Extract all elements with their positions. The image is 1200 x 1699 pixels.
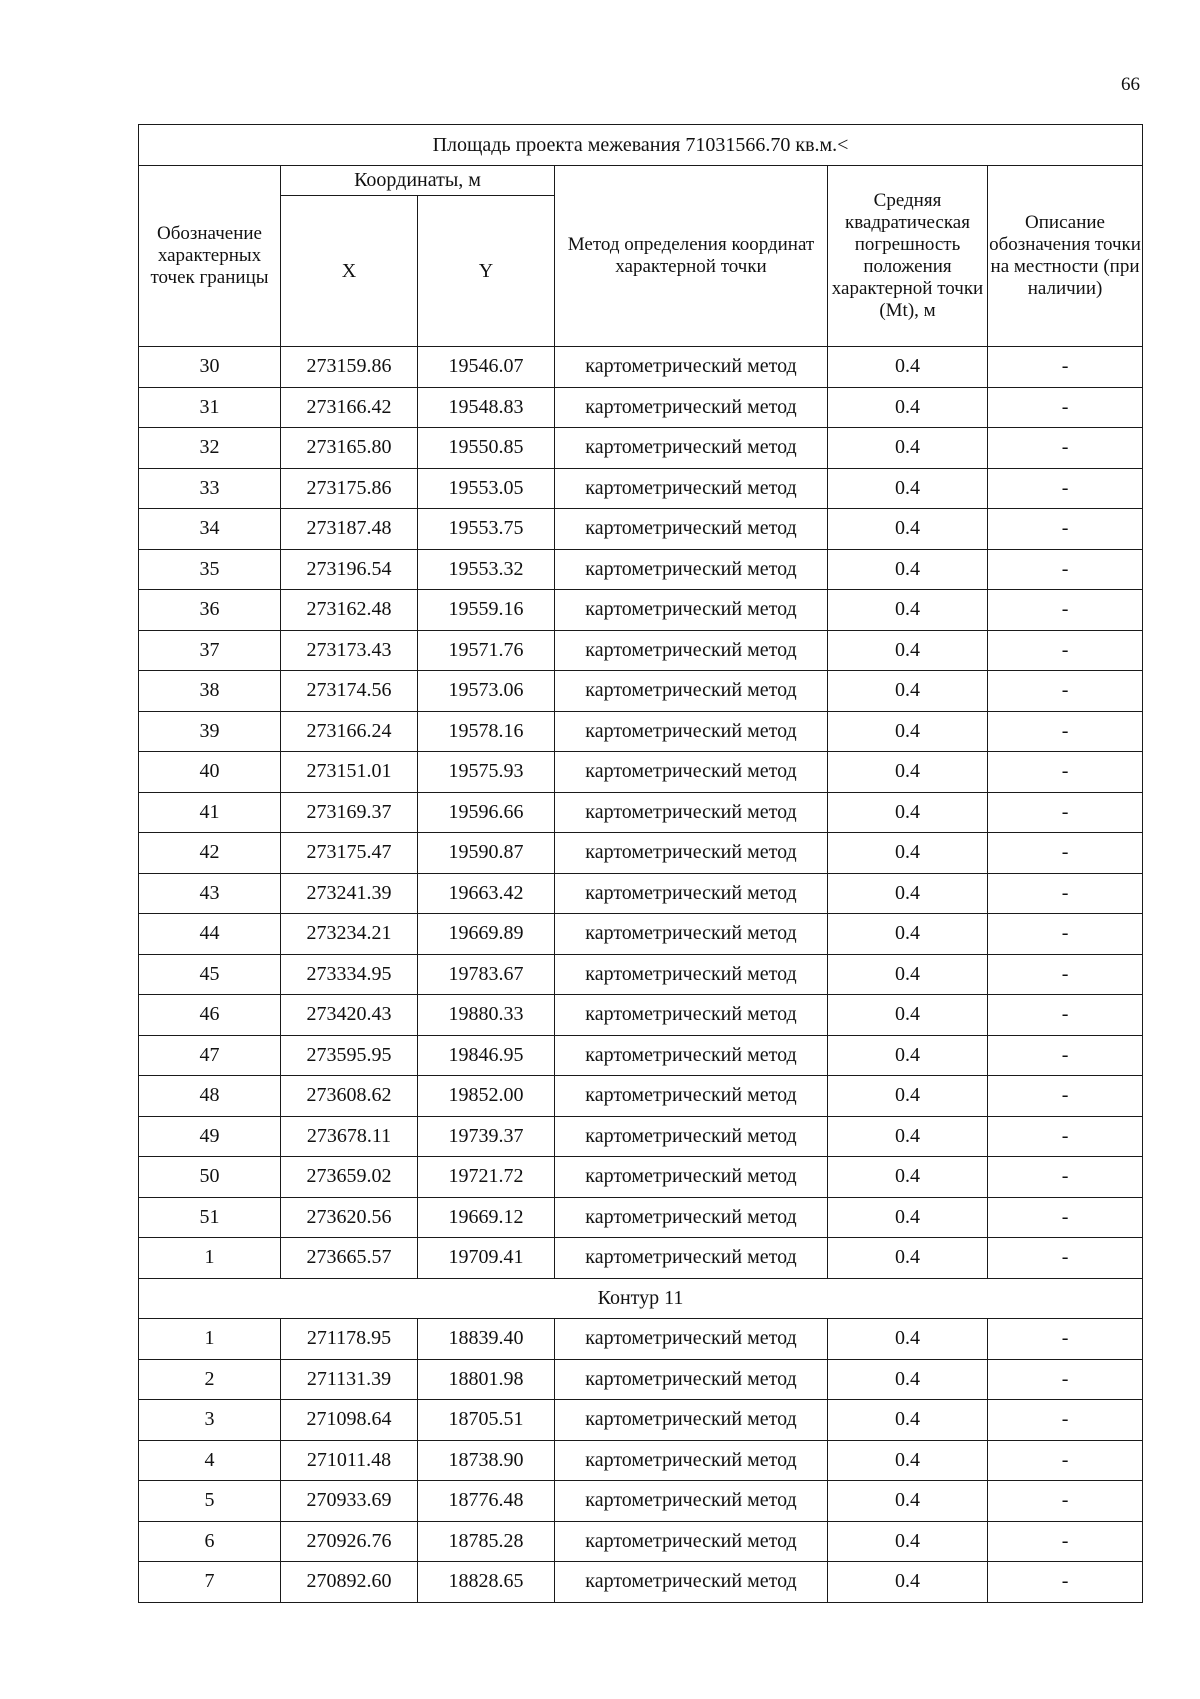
cell-mt: 0.4 [828,1440,988,1481]
cell-method: картометрический метод [555,1157,828,1198]
table-row [139,630,1143,671]
table-row [139,792,1143,833]
cell-point: 36 [139,590,281,631]
cell-mt: 0.4 [828,995,988,1036]
cell-mt: 0.4 [828,509,988,550]
header-error: Средняя квадратическая погрешность положения характерной точки (Mt), м [828,166,988,347]
cell-x: 273678.11 [281,1116,418,1157]
cell-description: - [988,468,1143,509]
cell-description: - [988,1562,1143,1603]
cell-y: 19739.37 [418,1116,555,1157]
table-row [139,509,1143,550]
cell-method: картометрический метод [555,468,828,509]
table-row [139,1035,1143,1076]
cell-x: 270933.69 [281,1481,418,1522]
cell-y: 19596.66 [418,792,555,833]
cell-method: картометрический метод [555,1521,828,1562]
cell-method: картометрический метод [555,1197,828,1238]
section-title: Контур 11 [139,1278,1143,1319]
section-row [139,1278,1143,1319]
cell-point: 34 [139,509,281,550]
cell-y: 18705.51 [418,1400,555,1441]
cell-point: 33 [139,468,281,509]
cell-point: 38 [139,671,281,712]
cell-mt: 0.4 [828,549,988,590]
cell-point: 3 [139,1400,281,1441]
cell-mt: 0.4 [828,428,988,469]
cell-description: - [988,1481,1143,1522]
cell-mt: 0.4 [828,1157,988,1198]
cell-x: 273166.42 [281,387,418,428]
cell-point: 45 [139,954,281,995]
table-row [139,1562,1143,1603]
cell-point: 35 [139,549,281,590]
cell-method: картометрический метод [555,1562,828,1603]
table-row [139,428,1143,469]
cell-y: 19571.76 [418,630,555,671]
table-row [139,549,1143,590]
table-row [139,1197,1143,1238]
cell-x: 273196.54 [281,549,418,590]
cell-point: 48 [139,1076,281,1117]
cell-method: картометрический метод [555,711,828,752]
cell-method: картометрический метод [555,671,828,712]
cell-x: 273665.57 [281,1238,418,1279]
table-row [139,1359,1143,1400]
cell-mt: 0.4 [828,630,988,671]
cell-x: 270926.76 [281,1521,418,1562]
cell-description: - [988,1157,1143,1198]
cell-mt: 0.4 [828,347,988,388]
cell-point: 30 [139,347,281,388]
cell-description: - [988,1440,1143,1481]
cell-y: 18785.28 [418,1521,555,1562]
cell-x: 271131.39 [281,1359,418,1400]
cell-description: - [988,1521,1143,1562]
cell-point: 4 [139,1440,281,1481]
cell-point: 51 [139,1197,281,1238]
cell-description: - [988,1197,1143,1238]
cell-point: 50 [139,1157,281,1198]
cell-mt: 0.4 [828,914,988,955]
cell-x: 273187.48 [281,509,418,550]
table-row [139,387,1143,428]
cell-description: - [988,1035,1143,1076]
cell-description: - [988,1319,1143,1360]
cell-x: 273608.62 [281,1076,418,1117]
cell-point: 7 [139,1562,281,1603]
cell-method: картометрический метод [555,590,828,631]
cell-method: картометрический метод [555,347,828,388]
cell-point: 49 [139,1116,281,1157]
cell-point: 40 [139,752,281,793]
table-row [139,468,1143,509]
header-row [139,166,1143,196]
table-row [139,1440,1143,1481]
cell-y: 19575.93 [418,752,555,793]
cell-x: 270892.60 [281,1562,418,1603]
cell-x: 273173.43 [281,630,418,671]
table-row [139,1238,1143,1279]
cell-mt: 0.4 [828,833,988,874]
cell-mt: 0.4 [828,468,988,509]
cell-y: 19669.12 [418,1197,555,1238]
cell-x: 273620.56 [281,1197,418,1238]
cell-description: - [988,1359,1143,1400]
cell-description: - [988,711,1143,752]
cell-description: - [988,1076,1143,1117]
cell-method: картометрический метод [555,549,828,590]
cell-x: 273174.56 [281,671,418,712]
cell-y: 19573.06 [418,671,555,712]
table-row [139,1076,1143,1117]
cell-description: - [988,347,1143,388]
cell-y: 18738.90 [418,1440,555,1481]
cell-mt: 0.4 [828,671,988,712]
cell-x: 273159.86 [281,347,418,388]
cell-method: картометрический метод [555,954,828,995]
table-row [139,1157,1143,1198]
cell-mt: 0.4 [828,752,988,793]
cell-method: картометрический метод [555,995,828,1036]
cell-description: - [988,954,1143,995]
cell-y: 19669.89 [418,914,555,955]
cell-mt: 0.4 [828,590,988,631]
cell-method: картометрический метод [555,509,828,550]
table-row [139,873,1143,914]
cell-x: 273420.43 [281,995,418,1036]
header-y: Y [418,196,555,347]
cell-description: - [988,914,1143,955]
table-row [139,1116,1143,1157]
cell-point: 47 [139,1035,281,1076]
cell-y: 19546.07 [418,347,555,388]
cell-point: 43 [139,873,281,914]
cell-x: 273175.47 [281,833,418,874]
cell-description: - [988,630,1143,671]
cell-y: 19550.85 [418,428,555,469]
cell-point: 42 [139,833,281,874]
cell-point: 31 [139,387,281,428]
cell-y: 19846.95 [418,1035,555,1076]
cell-point: 1 [139,1319,281,1360]
cell-description: - [988,509,1143,550]
cell-x: 273166.24 [281,711,418,752]
table-row [139,954,1143,995]
cell-y: 18776.48 [418,1481,555,1522]
cell-x: 273241.39 [281,873,418,914]
cell-y: 18839.40 [418,1319,555,1360]
table-row [139,995,1143,1036]
cell-description: - [988,549,1143,590]
cell-method: картометрический метод [555,1035,828,1076]
cell-point: 46 [139,995,281,1036]
page-number: 66 [1121,74,1140,95]
cell-x: 273162.48 [281,590,418,631]
table-title: Площадь проекта межевания 71031566.70 кв.м.< [139,125,1143,166]
table-title-row [139,125,1143,166]
cell-x: 273334.95 [281,954,418,995]
cell-description: - [988,752,1143,793]
cell-description: - [988,671,1143,712]
table-row [139,1521,1143,1562]
cell-mt: 0.4 [828,1238,988,1279]
cell-mt: 0.4 [828,1562,988,1603]
cell-x: 273175.86 [281,468,418,509]
cell-point: 6 [139,1521,281,1562]
cell-method: картометрический метод [555,1076,828,1117]
cell-method: картометрический метод [555,833,828,874]
cell-mt: 0.4 [828,1076,988,1117]
cell-x: 273169.37 [281,792,418,833]
cell-mt: 0.4 [828,792,988,833]
boundary-points-table [138,124,1143,1603]
cell-description: - [988,1400,1143,1441]
cell-method: картометрический метод [555,630,828,671]
cell-x: 273234.21 [281,914,418,955]
table-row [139,1319,1143,1360]
cell-mt: 0.4 [828,711,988,752]
cell-x: 271011.48 [281,1440,418,1481]
cell-mt: 0.4 [828,1359,988,1400]
cell-method: картометрический метод [555,914,828,955]
cell-method: картометрический метод [555,428,828,469]
cell-mt: 0.4 [828,1035,988,1076]
header-method: Метод определения координат характерной точки [555,166,828,347]
cell-description: - [988,792,1143,833]
cell-mt: 0.4 [828,1197,988,1238]
cell-method: картометрический метод [555,1400,828,1441]
header-point: Обозначение характерных точек границы [139,166,281,347]
cell-y: 19553.05 [418,468,555,509]
table-row [139,1400,1143,1441]
cell-method: картометрический метод [555,1359,828,1400]
table-row [139,1481,1143,1522]
cell-y: 19663.42 [418,873,555,914]
header-x: X [281,196,418,347]
table-row [139,711,1143,752]
cell-description: - [988,995,1143,1036]
cell-description: - [988,1116,1143,1157]
cell-x: 271178.95 [281,1319,418,1360]
cell-y: 19553.32 [418,549,555,590]
cell-description: - [988,387,1143,428]
cell-description: - [988,590,1143,631]
cell-y: 19852.00 [418,1076,555,1117]
cell-y: 19548.83 [418,387,555,428]
cell-point: 2 [139,1359,281,1400]
cell-mt: 0.4 [828,873,988,914]
cell-description: - [988,873,1143,914]
cell-point: 44 [139,914,281,955]
cell-x: 271098.64 [281,1400,418,1441]
cell-method: картометрический метод [555,1319,828,1360]
cell-x: 273165.80 [281,428,418,469]
cell-mt: 0.4 [828,1481,988,1522]
cell-method: картометрический метод [555,387,828,428]
cell-mt: 0.4 [828,387,988,428]
cell-y: 19553.75 [418,509,555,550]
cell-point: 39 [139,711,281,752]
cell-point: 41 [139,792,281,833]
cell-description: - [988,1238,1143,1279]
cell-point: 1 [139,1238,281,1279]
cell-point: 37 [139,630,281,671]
cell-x: 273659.02 [281,1157,418,1198]
cell-method: картометрический метод [555,1481,828,1522]
cell-description: - [988,428,1143,469]
cell-point: 32 [139,428,281,469]
cell-mt: 0.4 [828,1319,988,1360]
cell-x: 273151.01 [281,752,418,793]
table-row [139,590,1143,631]
cell-method: картометрический метод [555,873,828,914]
cell-y: 19721.72 [418,1157,555,1198]
table-row [139,671,1143,712]
cell-mt: 0.4 [828,1400,988,1441]
cell-y: 19880.33 [418,995,555,1036]
cell-point: 5 [139,1481,281,1522]
cell-y: 19783.67 [418,954,555,995]
header-coordinates: Координаты, м [281,166,555,196]
cell-y: 19578.16 [418,711,555,752]
table-row [139,347,1143,388]
cell-method: картометрический метод [555,1238,828,1279]
cell-method: картометрический метод [555,752,828,793]
cell-y: 18828.65 [418,1562,555,1603]
cell-y: 19709.41 [418,1238,555,1279]
cell-mt: 0.4 [828,954,988,995]
table-row [139,833,1143,874]
table-row [139,914,1143,955]
cell-y: 18801.98 [418,1359,555,1400]
cell-x: 273595.95 [281,1035,418,1076]
cell-method: картометрический метод [555,792,828,833]
table-row [139,752,1143,793]
cell-mt: 0.4 [828,1116,988,1157]
cell-method: картометрический метод [555,1116,828,1157]
header-description: Описание обозначения точки на местности (при наличии) [988,166,1143,347]
cell-y: 19590.87 [418,833,555,874]
cell-description: - [988,833,1143,874]
cell-y: 19559.16 [418,590,555,631]
cell-mt: 0.4 [828,1521,988,1562]
cell-method: картометрический метод [555,1440,828,1481]
